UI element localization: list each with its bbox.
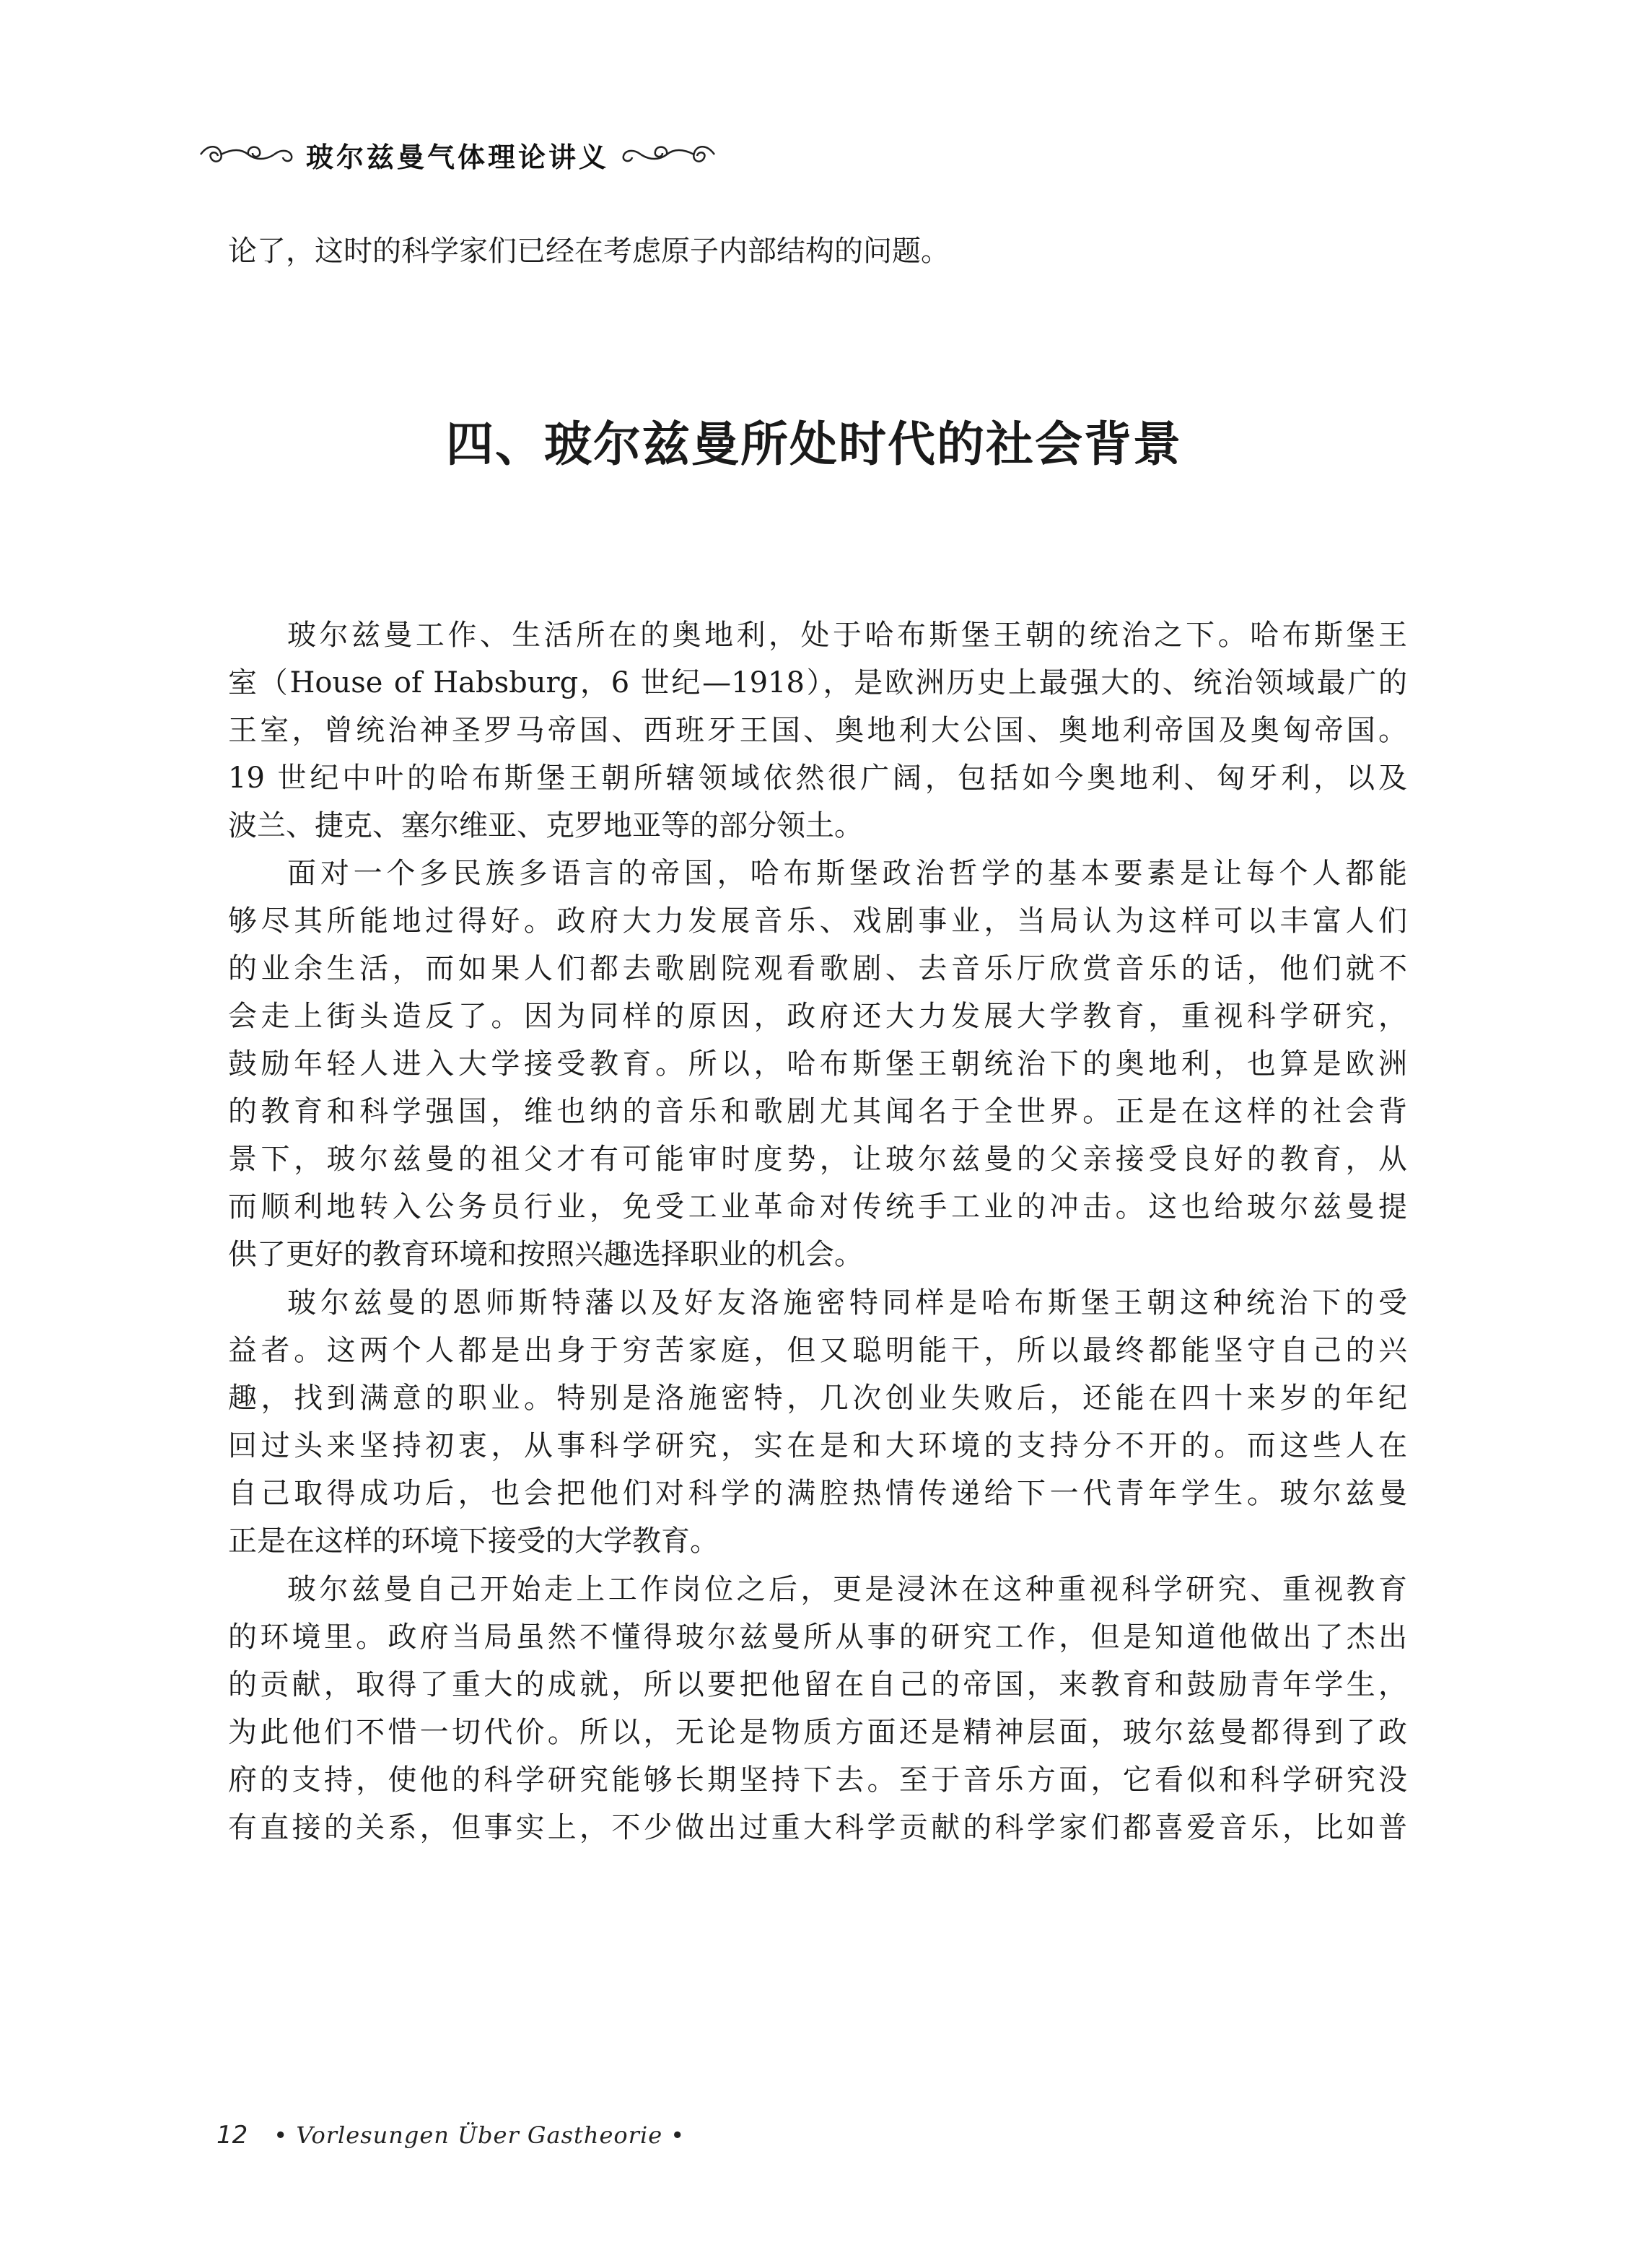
paragraph-line: 波兰、捷克、塞尔维亚、克罗地亚等的部分领土。: [228, 809, 863, 842]
paragraph-line: 玻尔兹曼自己开始走上工作岗位之后，更是浸沐在这种重视科学研究、重视教育: [287, 1573, 1407, 1606]
paragraph-line: 而顺利地转入公务员行业，免受工业革命对传统手工业的冲击。这也给玻尔兹曼提: [228, 1190, 1407, 1224]
paragraph-line: 玻尔兹曼工作、生活所在的奥地利，处于哈布斯堡王朝的统治之下。哈布斯堡王: [287, 619, 1407, 652]
left-scroll-ornament-icon: [196, 140, 297, 169]
paragraph-line: 景下，玻尔兹曼的祖父才有可能审时度势，让玻尔兹曼的父亲接受良好的教育，从: [228, 1143, 1407, 1176]
paragraph-line: 供了更好的教育环境和按照兴趣选择职业的机会。: [228, 1238, 863, 1271]
paragraph-line: 有直接的关系，但事实上，不少做出过重大科学贡献的科学家们都喜爱音乐，比如普: [228, 1811, 1407, 1844]
continuation-line: 论了，这时的科学家们已经在考虑原子内部结构的问题。: [228, 235, 950, 268]
right-scroll-ornament-icon: [618, 140, 719, 169]
paragraph-line: 的教育和科学强国，维也纳的音乐和歌剧尤其闻名于全世界。正是在这样的社会背: [228, 1095, 1407, 1128]
section-heading: 四、玻尔兹曼所处时代的社会背景: [446, 416, 1182, 472]
paragraph-line: 趣，找到满意的职业。特别是洛施密特，几次创业失败后，还能在四十来岁的年纪: [228, 1382, 1407, 1415]
running-header-title: 玻尔兹曼气体理论讲义: [306, 141, 610, 173]
paragraph-line: 19 世纪中叶的哈布斯堡王朝所辖领域依然很广阔，包括如今奥地利、匈牙利，以及: [228, 762, 1407, 795]
paragraph-line: 够尽其所能地过得好。政府大力发展音乐、戏剧事业，当局认为这样可以丰富人们: [228, 904, 1407, 938]
paragraph-line: 鼓励年轻人进入大学接受教育。所以，哈布斯堡王朝统治下的奥地利，也算是欧洲: [228, 1047, 1407, 1081]
paragraph-line: 为此他们不惜一切代价。所以，无论是物质方面还是精神层面，玻尔兹曼都得到了政: [228, 1716, 1407, 1749]
paragraph-line: 玻尔兹曼的恩师斯特藩以及好友洛施密特同样是哈布斯堡王朝这种统治下的受: [287, 1286, 1407, 1320]
paragraph-line: 的业余生活，而如果人们都去歌剧院观看歌剧、去音乐厅欣赏音乐的话，他们就不: [228, 952, 1407, 985]
paragraph-line: 室（House of Habsburg，6 世纪—1918），是欧洲历史上最强大的、统治领域最广的: [228, 666, 1407, 699]
paragraph-line: 王室，曾统治神圣罗马帝国、西班牙王国、奥地利大公国、奥地利帝国及奥匈帝国。: [228, 714, 1407, 747]
paragraph-line: 正是在这样的环境下接受的大学教育。: [228, 1525, 719, 1558]
paragraph-line: 的环境里。政府当局虽然不懂得玻尔兹曼所从事的研究工作，但是知道他做出了杰出: [228, 1621, 1407, 1654]
footer-book-title: • Vorlesungen Über Gastheorie •: [273, 2121, 686, 2149]
paragraph-line: 府的支持，使他的科学研究能够长期坚持下去。至于音乐方面，它看似和科学研究没: [228, 1763, 1407, 1797]
paragraph-line: 的贡献，取得了重大的成就，所以要把他留在自己的帝国，来教育和鼓励青年学生，: [228, 1668, 1407, 1701]
page-footer: [216, 2121, 685, 2150]
running-header: [196, 134, 719, 175]
paragraph-line: 面对一个多民族多语言的帝国，哈布斯堡政治哲学的基本要素是让每个人都能: [287, 857, 1407, 890]
paragraph-line: 会走上街头造反了。因为同样的原因，政府还大力发展大学教育，重视科学研究，: [228, 1000, 1407, 1033]
paragraph-line: 回过头来坚持初衷，从事科学研究，实在是和大环境的支持分不开的。而这些人在: [228, 1429, 1407, 1462]
paragraph-line: 益者。这两个人都是出身于穷苦家庭，但又聪明能干，所以最终都能坚守自己的兴: [228, 1334, 1407, 1367]
page-number: 12: [216, 2121, 248, 2150]
paragraph-line: 自己取得成功后，也会把他们对科学的满腔热情传递给下一代青年学生。玻尔兹曼: [228, 1477, 1407, 1510]
